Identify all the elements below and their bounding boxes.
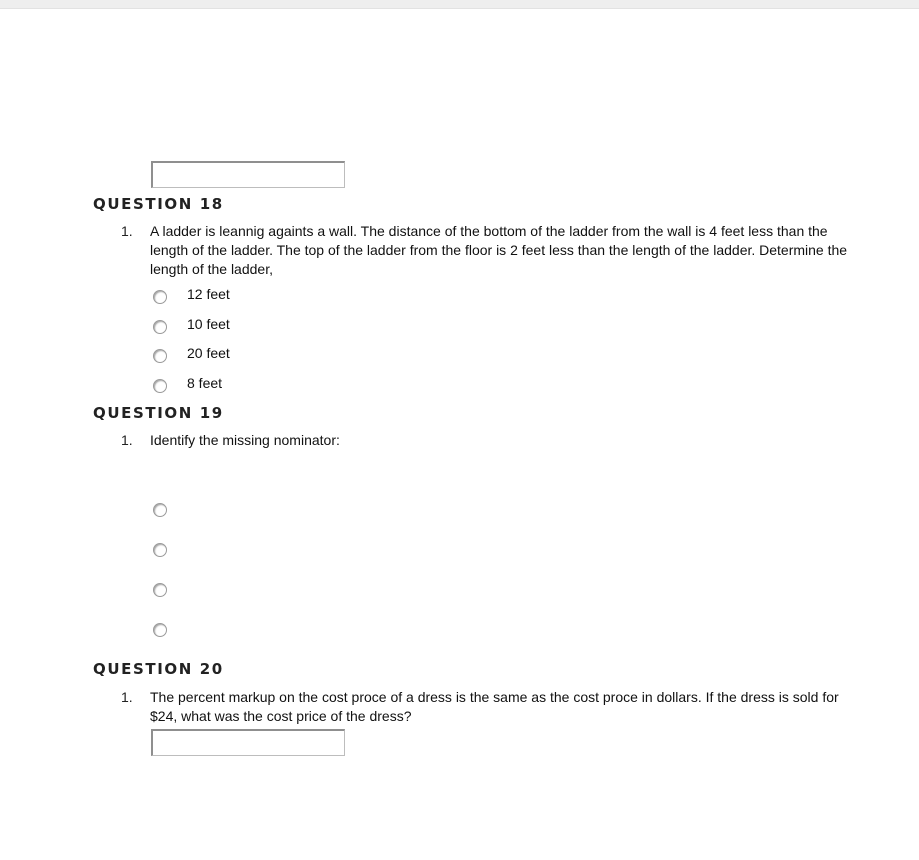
question-19-number: 1. (121, 432, 133, 448)
q18-option-1-label: 12 feet (187, 286, 230, 302)
q18-option-4-radio[interactable] (153, 379, 167, 393)
q18-option-3-label: 20 feet (187, 345, 230, 361)
question-18-text: A ladder is leannig againts a wall. The distance of the bottom of the ladder from the wall is 4 feet less than the length of the ladder. The top of the ladder from the floor is 2 feet less than the length of the ladder. Determine the length of the ladder, (150, 223, 848, 277)
question-19-heading: QUESTION 19 (93, 404, 224, 422)
previous-answer-input[interactable] (151, 161, 345, 188)
q18-option-2-label: 10 feet (187, 316, 230, 332)
question-18-heading: QUESTION 18 (93, 195, 224, 213)
question-19-text: Identify the missing nominator: (150, 432, 340, 448)
q18-option-4-label: 8 feet (187, 375, 223, 391)
top-bar (0, 0, 919, 9)
question-20-number: 1. (121, 689, 133, 705)
q18-option-2-radio[interactable] (153, 320, 167, 334)
q18-option-1-radio[interactable] (153, 290, 167, 304)
q19-option-2-radio[interactable] (153, 543, 167, 557)
question-20-text: The percent markup on the cost proce of a dress is the same as the cost proce in dollars. If the dress is sold for $24, what was the cost price of the dress? (150, 689, 839, 724)
q19-option-1-radio[interactable] (153, 503, 167, 517)
q19-option-4-radio[interactable] (153, 623, 167, 637)
question-18-number: 1. (121, 223, 133, 239)
q18-option-3-radio[interactable] (153, 349, 167, 363)
question-20-heading: QUESTION 20 (93, 660, 224, 678)
q19-option-3-radio[interactable] (153, 583, 167, 597)
question-20-answer-input[interactable] (151, 729, 345, 756)
